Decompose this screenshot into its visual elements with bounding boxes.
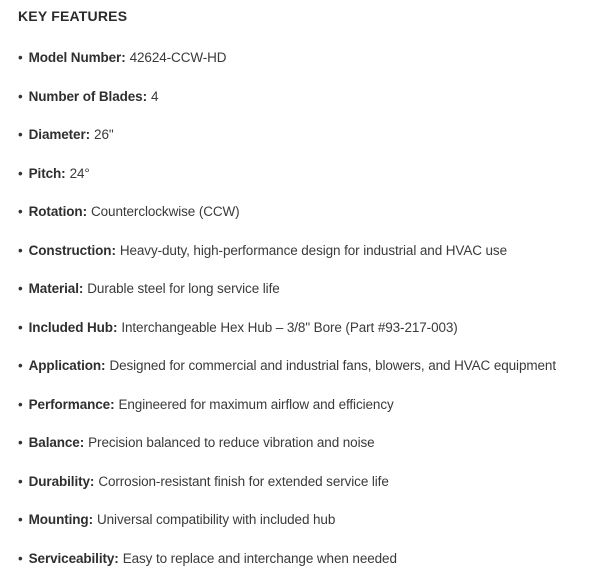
feature-item bbox=[18, 510, 601, 529]
feature-colon: : bbox=[111, 242, 116, 258]
feature-colon: : bbox=[110, 396, 115, 412]
bullet-icon: • bbox=[18, 473, 23, 489]
feature-value: 4 bbox=[150, 88, 159, 104]
feature-label: Mounting bbox=[28, 512, 89, 527]
feature-item bbox=[18, 549, 601, 568]
feature-item bbox=[18, 202, 601, 221]
feature-label: Number of Blades bbox=[28, 88, 143, 104]
feature-value: Designed for commercial and industrial fans, blowers, and HVAC equipment bbox=[109, 358, 556, 373]
feature-colon: : bbox=[61, 165, 66, 181]
feature-item bbox=[18, 241, 601, 260]
bullet-icon: • bbox=[18, 281, 23, 296]
feature-colon: : bbox=[79, 435, 85, 450]
bullet-icon: • bbox=[18, 512, 23, 527]
feature-label: Model Number bbox=[28, 50, 122, 65]
feature-colon: : bbox=[78, 281, 84, 296]
feature-colon: : bbox=[85, 127, 91, 142]
feature-value: 24° bbox=[69, 165, 90, 181]
bullet-icon: • bbox=[18, 550, 23, 566]
feature-value: 42624-CCW-HD bbox=[129, 50, 227, 65]
feature-colon: : bbox=[88, 512, 93, 527]
bullet-icon: • bbox=[18, 165, 23, 181]
feature-value: Heavy-duty, high-performance design for industrial and HVAC use bbox=[119, 242, 507, 258]
feature-value: 26" bbox=[94, 127, 114, 142]
feature-item bbox=[18, 433, 601, 452]
feature-item bbox=[18, 472, 601, 491]
feature-colon: : bbox=[114, 550, 119, 566]
bullet-icon: • bbox=[18, 319, 23, 335]
bullet-icon: • bbox=[18, 204, 23, 219]
feature-value: Easy to replace and interchange when needed bbox=[122, 550, 397, 566]
feature-label: Diameter bbox=[28, 127, 86, 142]
feature-label: Material bbox=[28, 281, 79, 296]
bullet-icon: • bbox=[18, 50, 23, 65]
feature-value: Engineered for maximum airflow and efficiency bbox=[118, 396, 394, 412]
feature-item bbox=[18, 356, 601, 375]
bullet-icon: • bbox=[18, 242, 23, 258]
feature-value: Counterclockwise (CCW) bbox=[91, 204, 240, 219]
feature-item bbox=[18, 87, 601, 106]
feature-label: Included Hub bbox=[28, 319, 113, 335]
feature-value: Corrosion-resistant finish for extended service life bbox=[98, 473, 389, 489]
bullet-icon: • bbox=[18, 358, 23, 373]
feature-colon: : bbox=[142, 88, 147, 104]
feature-label: Rotation bbox=[28, 204, 83, 219]
feature-item bbox=[18, 125, 601, 144]
feature-colon: : bbox=[101, 358, 106, 373]
feature-value: Durable steel for long service life bbox=[87, 281, 280, 296]
feature-label: Construction bbox=[28, 242, 112, 258]
feature-label: Serviceability bbox=[28, 550, 115, 566]
feature-label: Balance bbox=[28, 435, 80, 450]
bullet-icon: • bbox=[18, 88, 23, 104]
feature-colon: : bbox=[121, 50, 126, 65]
feature-item bbox=[18, 395, 601, 414]
feature-item bbox=[18, 318, 601, 337]
bullet-icon: • bbox=[18, 396, 23, 412]
feature-colon: : bbox=[89, 473, 95, 489]
feature-list bbox=[18, 48, 601, 568]
feature-label: Performance bbox=[28, 396, 111, 412]
bullet-icon: • bbox=[18, 127, 23, 142]
feature-value: Universal compatibility with included hub bbox=[96, 512, 336, 527]
bullet-icon: • bbox=[18, 435, 23, 450]
feature-item bbox=[18, 279, 601, 298]
key-features-heading: KEY FEATURES bbox=[18, 8, 128, 24]
feature-colon: : bbox=[112, 319, 118, 335]
feature-item bbox=[18, 164, 601, 183]
feature-label: Pitch bbox=[28, 165, 62, 181]
feature-label: Application bbox=[28, 358, 102, 373]
feature-value: Interchangeable Hex Hub – 3/8" Bore (Part #93-217-003) bbox=[121, 319, 458, 335]
feature-label: Durability bbox=[28, 473, 90, 489]
feature-item bbox=[18, 48, 601, 67]
feature-colon: : bbox=[82, 204, 87, 219]
feature-value: Precision balanced to reduce vibration and noise bbox=[88, 435, 375, 450]
